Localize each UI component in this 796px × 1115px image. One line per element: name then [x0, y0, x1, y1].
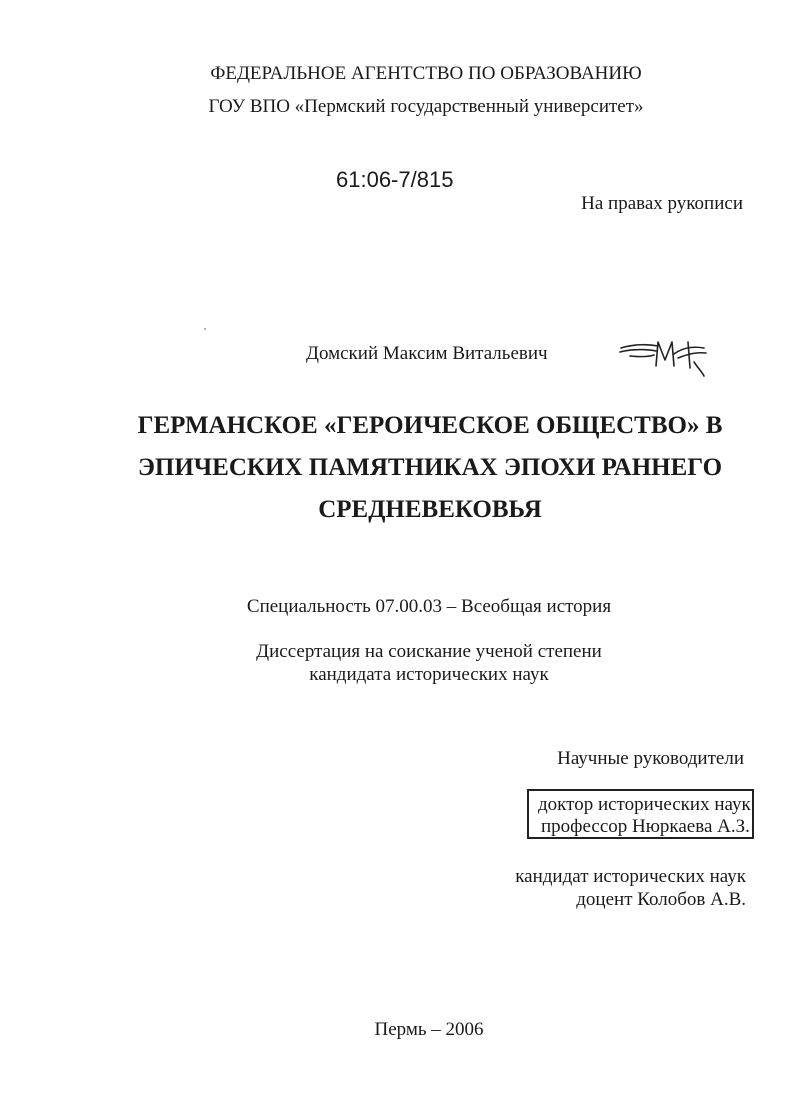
university-name: ГОУ ВПО «Пермский государственный университет»: [208, 96, 644, 117]
scan-speck: [204, 328, 206, 330]
advisors-label: Научные руководители: [557, 748, 744, 769]
dissertation-title: [80, 405, 780, 531]
city-year: Пермь – 2006: [374, 1019, 484, 1040]
title-line-2: ЭПИЧЕСКИХ ПАМЯТНИКАХ ЭПОХИ РАННЕГО: [137, 454, 723, 481]
advisor-1-degree: доктор исторических наук: [538, 794, 751, 815]
title-line-3: СРЕДНЕВЕКОВЬЯ: [318, 496, 542, 523]
signature-icon: [618, 336, 710, 378]
speciality: Специальность 07.00.03 – Всеобщая история: [246, 596, 612, 617]
dissertation-degree-line-2: кандидата исторических наук: [309, 664, 549, 685]
advisor-1-name: профессор Нюркаева А.З.: [541, 816, 750, 837]
advisor-2-name: доцент Колобов А.В.: [576, 889, 746, 910]
agency-name: ФЕДЕРАЛЬНОЕ АГЕНТСТВО ПО ОБРАЗОВАНИЮ: [210, 63, 642, 84]
rights-notice: На правах рукописи: [581, 193, 743, 214]
dissertation-degree-line-1: Диссертация на соискание ученой степени: [256, 641, 602, 662]
advisor-2-degree: кандидат исторических наук: [515, 866, 746, 887]
archive-number: 61:06-7/815: [336, 167, 454, 192]
author-name: Домский Максим Витальевич: [306, 343, 548, 364]
title-line-1: ГЕРМАНСКОЕ «ГЕРОИЧЕСКОЕ ОБЩЕСТВО» В: [137, 412, 723, 439]
